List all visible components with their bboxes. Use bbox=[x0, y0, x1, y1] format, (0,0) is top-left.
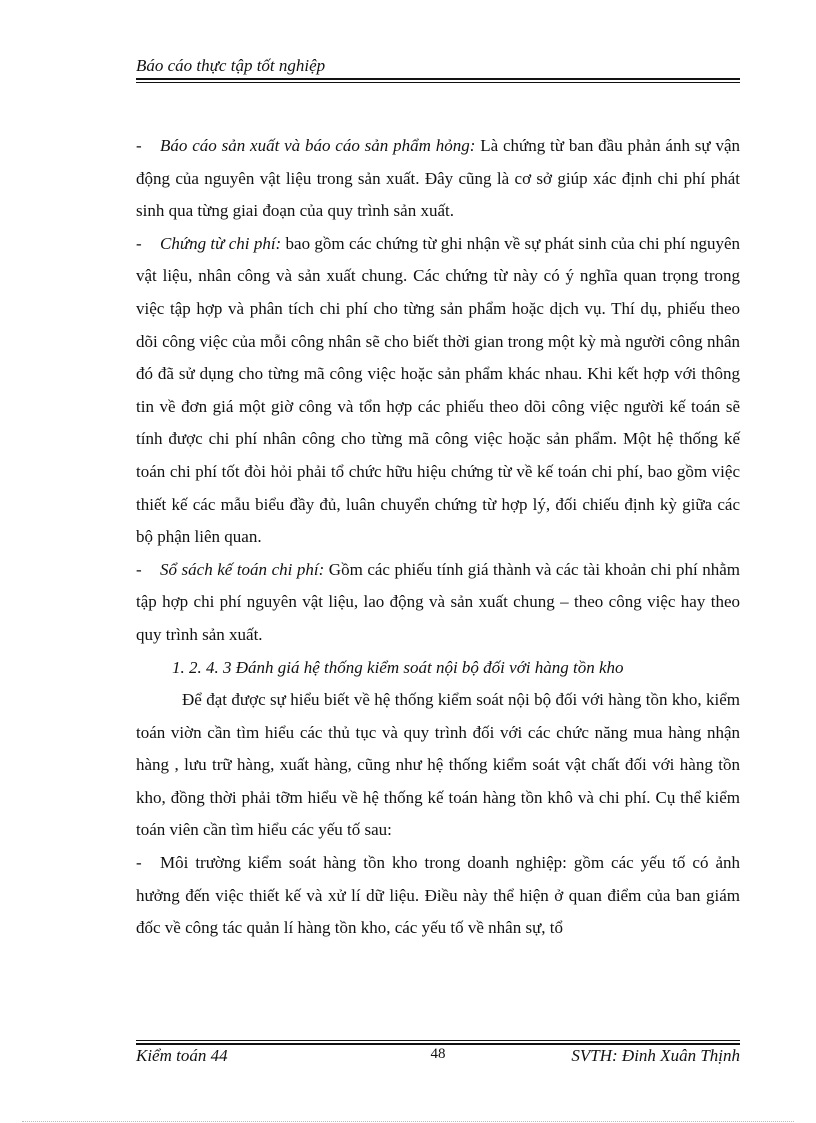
paragraph-cost-ledgers bbox=[136, 554, 740, 652]
running-footer bbox=[136, 1046, 740, 1068]
term-cost-ledgers: Sổ sách kế toán chi phí: bbox=[160, 559, 325, 579]
bullet-dash: - bbox=[136, 559, 142, 579]
paragraph-cost-documents bbox=[136, 228, 740, 554]
footer-course: Kiểm toán 44 bbox=[136, 1046, 228, 1065]
text-cost-ledgers: Gồm các phiếu tính giá thành và các tài khoản chi phí nhằm tập hợp chi phí nguyên vật liệu, lao động và sản xuất chung – theo công việc hay theo quy trình sản xuất. bbox=[136, 559, 740, 644]
text-production-reports: Là chứng từ ban đầu phản ánh sự vận động của nguyên vật liệu trong sản xuất. Đây cũng là cơ sở giúp xác định chi phí phát sinh qua từng giai đoạn của quy trình sản xuất. bbox=[136, 136, 740, 221]
header-rule bbox=[136, 78, 740, 83]
text-cost-documents: bao gồm các chứng từ ghi nhận về sự phát sinh của chi phí nguyên vật liệu, nhân công và sản xuất chung. Các chứng từ này có ý nghĩa quan trọng trong việc tập hợp và phân tích chi phí cho từng sản phẩm hoặc dịch vụ. Thí dụ, phiếu theo dõi công việc của mỗi công nhân sẽ cho biết thời gian trong một kỳ mà người công nhân đó đã sử dụng cho từng mã công việc hoặc sản phẩm khác nhau. Khi kết hợp với thông tin về đơn giá một giờ công và tổn hợp các phiếu theo dõi công việc người kế toán sẽ tính được chi phí nhân công cho từng mã công việc hoặc sản phẩm. Một hệ thống kế toán chi phí tốt đòi hỏi phải tổ chức hữu hiệu chứng từ về kế toán chi phí, bao gồm việc thiết kế các mẫu biểu đầy đủ, luân chuyển chứng từ hợp lý, đối chiếu định kỳ giữa các bộ phận liên quan. bbox=[136, 233, 740, 547]
paragraph-production-reports bbox=[136, 130, 740, 228]
running-header bbox=[136, 56, 740, 76]
document-body bbox=[136, 130, 740, 945]
term-cost-documents: Chứng từ chi phí: bbox=[160, 233, 282, 253]
section-subheading: 1. 2. 4. 3 Đánh giá hệ thống kiểm soát nội bộ đối với hàng tồn kho bbox=[172, 657, 624, 677]
term-production-reports: Báo cáo sản xuất và báo cáo sản phẩm hỏng: bbox=[160, 136, 476, 155]
text-control-environment: Môi trường kiểm soát hàng tồn kho trong doanh nghiệp: gồm các yếu tố có ảnh hưởng đến việc thiết kế và xử lí dữ liệu. Điều này thể hiện ở quan điểm của ban giám đốc về công tác quản lí hàng tồn kho, các yếu tố về nhân sự, tổ bbox=[136, 853, 740, 938]
paragraph-control-environment bbox=[136, 847, 740, 945]
bullet-dash: - bbox=[136, 853, 142, 873]
page-edge-divider bbox=[22, 1121, 794, 1122]
bullet-dash: - bbox=[136, 136, 142, 155]
bullet-dash: - bbox=[136, 233, 142, 253]
paragraph-internal-control: Để đạt được sự hiểu biết về hệ thống kiểm soát nội bộ đối với hàng tồn kho, kiểm toán viờn cần tìm hiểu các thủ tục và quy trình đối với các chức năng mua hàng nhận hàng , lưu trữ hàng, xuất hàng, cũng như hệ thống kiểm soát vật chất đối với hàng tồn kho, đồng thời phải tỡm hiểu về hệ thống kế toán hàng tồn khô và chi phí. Cụ thể kiểm toán viên cần tìm hiểu các yếu tố sau: bbox=[136, 690, 740, 840]
header-title: Báo cáo thực tập tốt nghiệp bbox=[136, 56, 326, 75]
page-number: 48 bbox=[430, 1046, 446, 1062]
footer-rule bbox=[136, 1040, 740, 1045]
footer-student: SVTH: Đinh Xuân Thịnh bbox=[571, 1046, 740, 1065]
